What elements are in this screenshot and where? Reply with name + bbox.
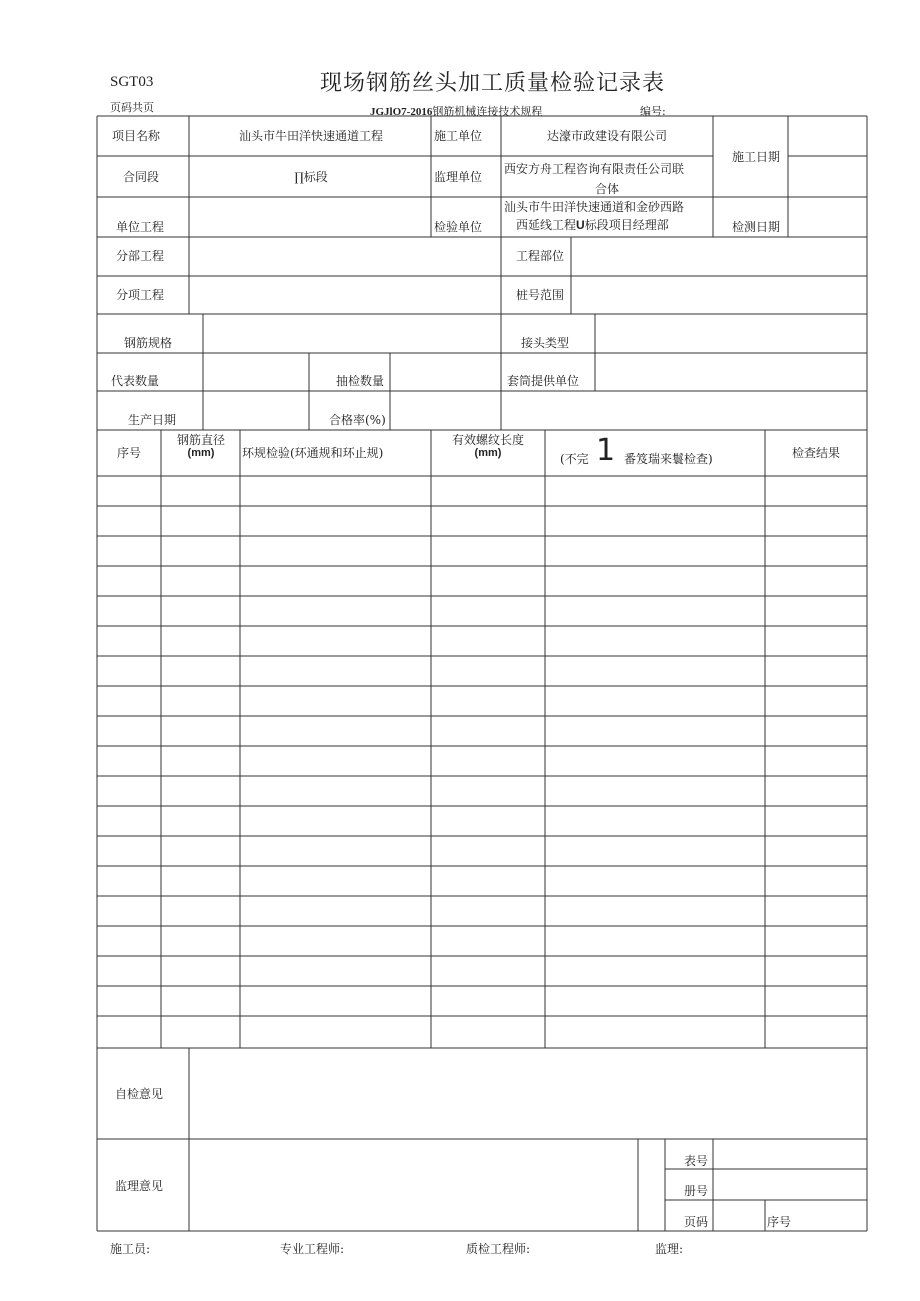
production-date-label: 生产日期	[128, 413, 177, 427]
col-thread-length-header: 有效螺纹长度	[451, 433, 525, 447]
col-result-header: 检查结果	[791, 446, 841, 460]
supervisor-signature-label: 监理:	[655, 1242, 684, 1256]
page-number-label: 页码	[684, 1215, 709, 1229]
inspection-unit-text-a: 西延线工程	[516, 218, 577, 232]
contract-section-label: 合同段	[123, 170, 160, 184]
pass-rate-label: 合格率(%)	[329, 413, 386, 427]
contract-section-value: ∏标段	[294, 170, 328, 184]
constructor-signature-label: 施工员:	[110, 1242, 151, 1256]
rebar-spec-label: 钢筋规格	[124, 336, 173, 350]
qc-engineer-signature-label: 质检工程师:	[466, 1242, 531, 1256]
page-count-label: 页码共页	[110, 101, 154, 114]
inspection-unit-value-line1: 汕头市牛田洋快速通道和金砂西路	[504, 200, 685, 214]
represent-quantity-label: 代表数量	[111, 374, 160, 388]
supervisor-value-line1: 西安方舟工程咨询有限责任公司联	[504, 162, 685, 176]
division-label: 分部工程	[116, 249, 165, 263]
construction-date-label: 施工日期	[732, 150, 781, 164]
project-name-label: 项目名称	[112, 129, 161, 143]
station-range-label: 桩号范围	[516, 288, 565, 302]
self-check-label: 自检意见	[115, 1087, 164, 1101]
test-date-label: 检测日期	[732, 220, 781, 234]
sample-quantity-label: 抽检数量	[336, 374, 385, 388]
inspection-unit-section-letter: U	[576, 218, 585, 232]
col-diameter-header: 钢筋直径	[176, 433, 226, 447]
supervisor-label: 监理单位	[434, 170, 483, 184]
col-seq-header: 序号	[116, 446, 142, 460]
supervisor-value-line2: 合体	[594, 182, 620, 196]
supervision-opinion-label: 监理意见	[115, 1179, 164, 1193]
col-diameter-unit: (mm)	[187, 447, 215, 459]
volume-number-label: 册号	[684, 1184, 709, 1198]
inspection-unit-label: 检验单位	[434, 220, 483, 234]
contractor-label: 施工单位	[434, 129, 483, 143]
sleeve-supplier-label: 套筒提供单位	[507, 374, 580, 388]
contractor-value: 达濠市政建设有限公司	[546, 129, 668, 143]
joint-type-label: 接头类型	[521, 336, 570, 350]
project-name-value: 汕头市牛田洋快速通道工程	[238, 129, 384, 143]
inspection-unit-text-c: 标段项目经理部	[584, 218, 669, 232]
inspection-unit-value-line2	[516, 219, 669, 231]
page-title: 现场钢筋丝头加工质量检验记录表	[320, 71, 666, 96]
location-label: 工程部位	[516, 249, 565, 263]
standard-code: JGJlO7-2016	[370, 106, 433, 118]
unit-project-label: 单位工程	[116, 220, 165, 234]
standard-name: 钢筋机械连接技术规程	[432, 105, 543, 118]
col-incomplete-thread-pre: (不完	[560, 452, 589, 466]
col-thread-length-unit: (mm)	[474, 447, 502, 459]
serial-number-label: 编号:	[640, 105, 666, 118]
engineer-signature-label: 专业工程师:	[280, 1242, 345, 1256]
form-code: SGT03	[110, 74, 154, 90]
col-incomplete-thread-number: 1	[596, 433, 616, 468]
sequence-number-label: 序号	[767, 1215, 792, 1229]
form-number-label: 表号	[684, 1154, 709, 1168]
col-ring-gauge-header: 环规检验(环通规和环止规)	[242, 446, 384, 460]
col-incomplete-thread-post: 番笈瑞来鬟检查)	[624, 452, 713, 466]
subdivision-label: 分项工程	[116, 288, 165, 302]
signature-line	[110, 1240, 870, 1256]
